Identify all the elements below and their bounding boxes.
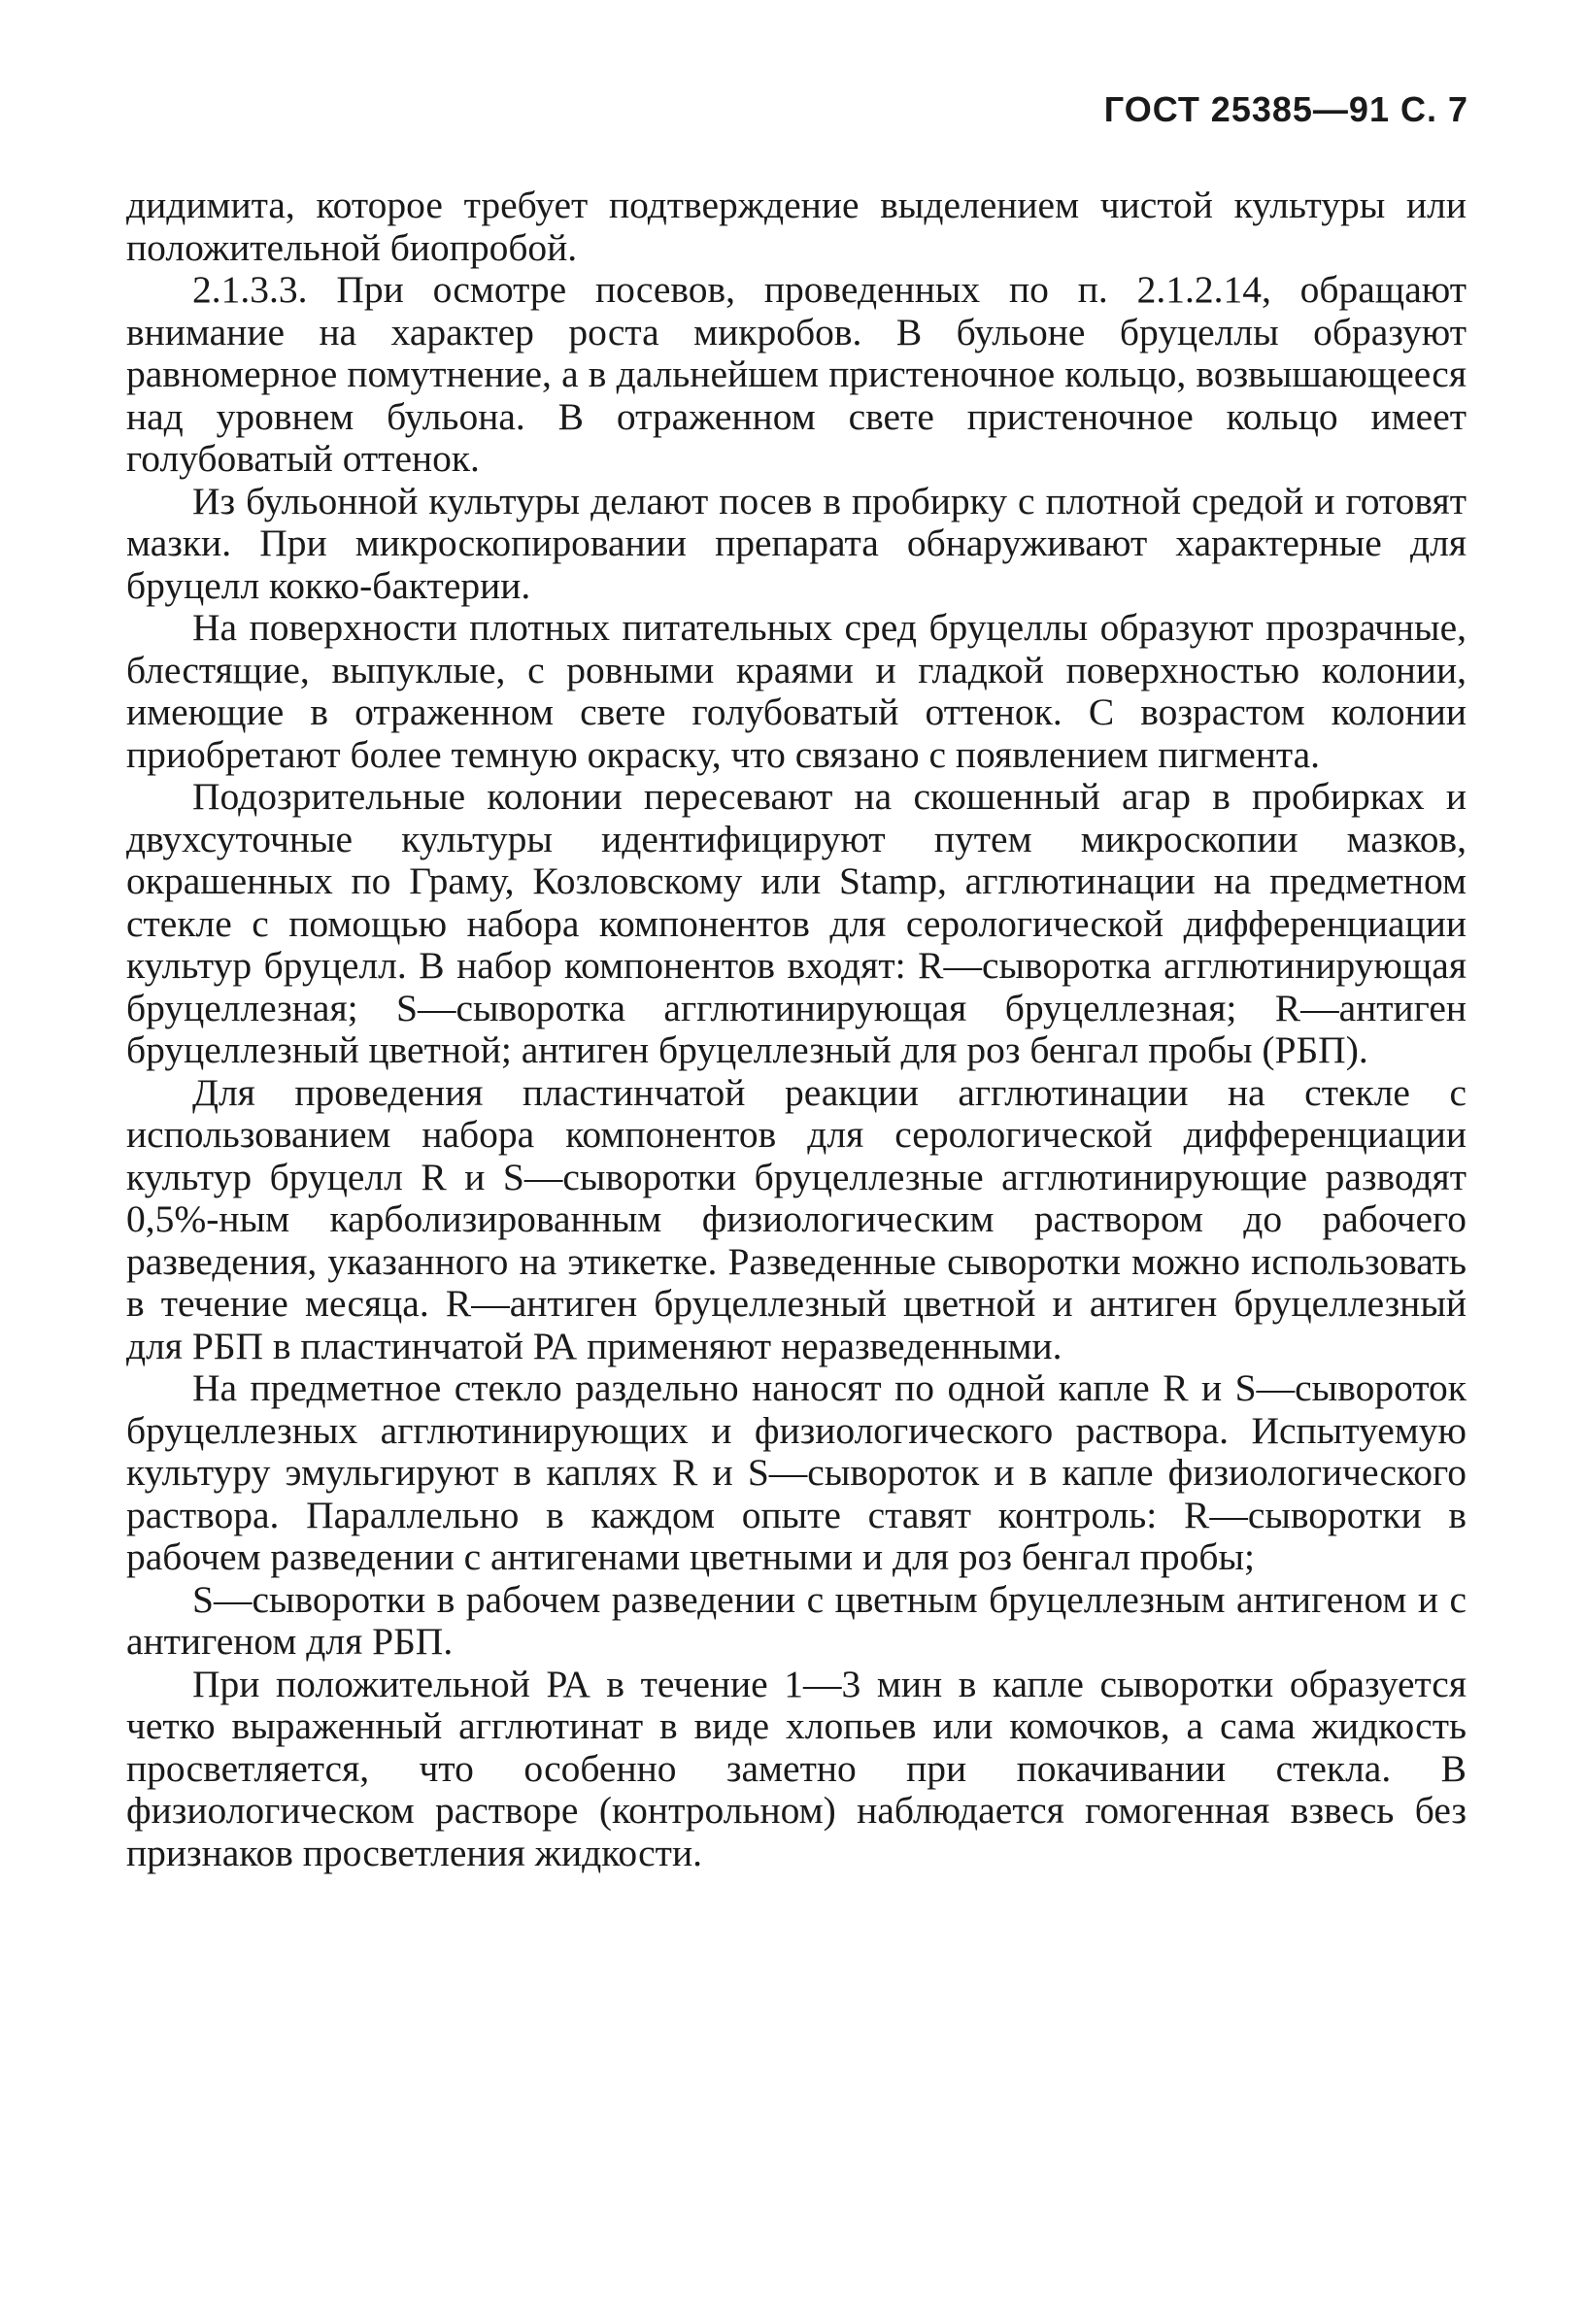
paragraph-slide-procedure: На предметное стекло раздельно наносят по одной капле R и S—сывороток бруцеллезных агглютинирующих и физиологического раствора. Испытуемую культуру эмульгируют в каплях R и S—сывороток и в капле физиологического раствора. Параллельно в каждом опыте ставят контроль: R—сыворотки в рабочем разведении с антигенами цветными и для роз бенгал пробы;: [126, 1366, 1467, 1578]
paragraph-positive-reaction: При положительной РА в течение 1—3 мин в капле сыворотки образуется четко выраженный агглютинат в виде хлопьев или комочков, а сама жидкость просветляется, что особенно заметно при покачивании стекла. В физиологическом растворе (контрольном) наблюдается гомогенная взвесь без признаков просветления жидкости.: [126, 1662, 1467, 1874]
paragraph-plate-agglutination: Для проведения пластинчатой реакции агглютинации на стекле с использованием набора компонентов для серологической дифференциации культур бруцелл R и S—сыворотки бруцеллезные агглютинирующие разводят 0,5%-ным карболизированным физиологическим раствором до рабочего разведения, указанного на этикетке. Разведенные сыворотки можно использовать в течение месяца. R—антиген бруцеллезный цветной и антиген бруцеллезный для РБП в пластинчатой РА применяют неразведенными.: [126, 1070, 1467, 1367]
paragraph-continuation: дидимита, которое требует подтверждение выделением чистой культуры или положительной биопробой.: [126, 184, 1467, 269]
paragraph-suspicious-colonies: Подозрительные колонии пересевают на скошенный агар в пробирках и двухсуточные культуры идентифицируют путем микроскопии мазков, окрашенных по Граму, Козловскому или Stamp, агглютинации на предметном стекле с помощью набора компонентов для серологической дифференциации культур бруцелл. В набор компонентов входят: R—сыворотка агглютинирующая бруцеллезная; S—сыворотка агглютинирующая бруцеллезная; R—антиген бруцеллезный цветной; антиген бруцеллезный для роз бенгал пробы (РБП).: [126, 775, 1467, 1071]
paragraph-section-2-1-3-3: 2.1.3.3. При осмотре посевов, проведенных по п. 2.1.2.14, обращают внимание на характер роста микробов. В бульоне бруцеллы образуют равномерное помутнение, а в дальнейшем пристеночное кольцо, возвышающееся над уровнем бульона. В отраженном свете пристеночное кольцо имеет голубоватый оттенок.: [126, 268, 1467, 480]
paragraph-broth-culture: Из бульонной культуры делают посев в пробирку с плотной средой и готовят мазки. При микроскопировании препарата обнаруживают характерные для бруцелл кокко-бактерии.: [126, 479, 1467, 607]
body-text: [126, 185, 1467, 1874]
paragraph-s-serum-control: S—сыворотки в рабочем разведении с цветным бруцеллезным антигеном и с антигеном для РБП.: [126, 1577, 1467, 1663]
paragraph-colonies: На поверхности плотных питательных сред бруцеллы образуют прозрачные, блестящие, выпуклые, с ровными краями и гладкой поверхностью колонии, имеющие в отраженном свете голубоватый оттенок. С возрастом колонии приобретают более темную окраску, что связано с появлением пигмента.: [126, 606, 1467, 776]
running-header: ГОСТ 25385—91 С. 7: [1103, 89, 1468, 129]
